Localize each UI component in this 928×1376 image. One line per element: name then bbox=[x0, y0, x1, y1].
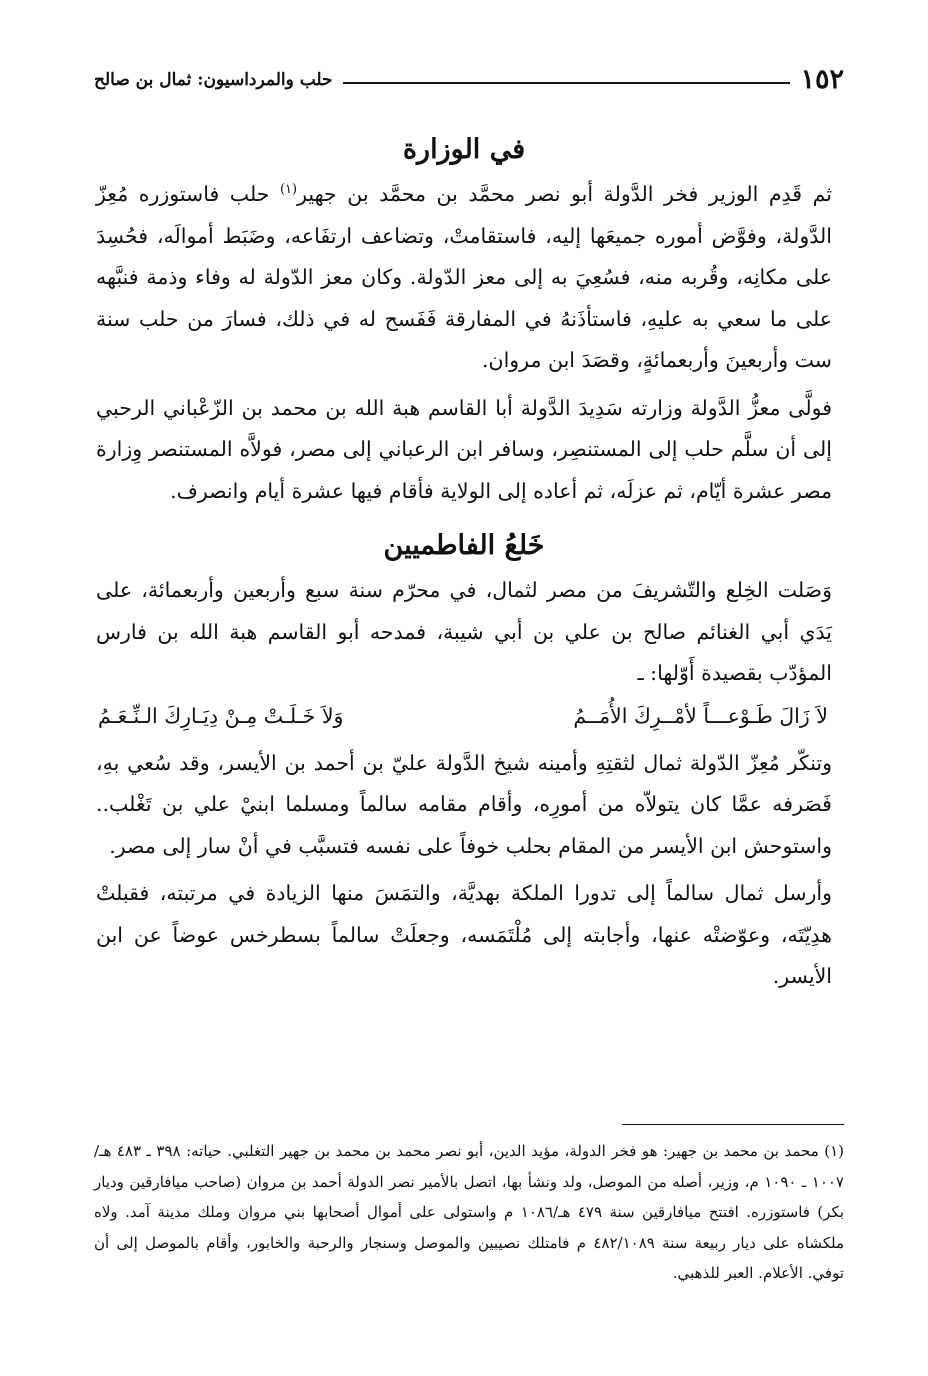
spacer bbox=[96, 512, 832, 522]
verse-second-hemistich: وَلاَ خَـلَـتْ مِـنْ دِيَـارِكَ الـنِّـعَـمُ bbox=[98, 703, 344, 728]
header-rule bbox=[343, 82, 791, 84]
paragraph bbox=[96, 174, 832, 382]
section-heading-ministry: في الوزارة bbox=[402, 134, 526, 165]
footnote-reference[interactable]: (١) bbox=[279, 182, 298, 198]
running-title: حلب والمرداسيون: ثمال بن صالح bbox=[94, 69, 333, 90]
paragraph: وأرسل ثمال سالماً إلى تدورا الملكة بهديَّة، والتمَسَ منها الزيادة في مرتبته، فقبلتْ هدِيّتَه، وعوّضتْه عنها، وأجابته إلى مُلْتَمَسه، وجعلَتْ سالماً بسطرخس عوضاً عن ابن الأيسر. bbox=[96, 881, 832, 988]
running-header bbox=[94, 64, 844, 95]
section-heading-fatimid-robes: خَلعُ الفاطميين bbox=[383, 530, 545, 561]
main-text bbox=[96, 126, 832, 998]
footnotes bbox=[94, 1136, 844, 1289]
paragraph: فولَّى معزُّ الدَّولة وزارته سَدِيدَ الدَّولة أبا القاسم هبة الله بن محمد بن الزّعْباني الرحبي إلى أن سلَّم حلب إلى المستنصِر، وسافر ابن الرعباني إلى مصر، فولاَّه المستنصر وِزارة مصر عشرة أيّام، ثم عزلَه، ثم أعاده إلى الولاية فأقام فيها عشرة أيام وانصرف. bbox=[96, 395, 832, 503]
footnote-separator bbox=[622, 1124, 844, 1125]
paragraph: وتنكّر مُعِزّ الدّولة ثمال لثقتِهِ وأمينه شيخ الدَّولة عليّ بن أحمد بن الأيسر، وقد سُعي بهِ، فَصَرفه عمَّا كان يتولاّه من أمورِه، وأقام مقامه سالماً ومسلما ابنيْ علي بن تَغْلب.. واستوحش ابن الأيسر من المقام بحلب خوفاً على نفسه فتسبَّب في أنْ سار إلى مصر. bbox=[96, 750, 832, 858]
footnote-item: (١) محمد بن محمد بن جهير: هو فخر الدولة، مؤيد الدين، أبو نصر محمد بن محمد بن جهير التغلبي. حياته: ٣٩٨ ـ ٤٨٣ هـ/١٠٠٧ ـ ١٠٩٠ م، وزير، أصله من الموصل، ولد ونشأ بها، اتصل بالأمير نصر الدولة أحمد بن مروان (صاحب ميافارقين وديار بكر) فاستوزره. افتتح ميافارقين سنة ٤٧٩ هـ/١٠٨٦ م واستولى على أموال أصحابها بني مروان وملك مدينة آمد. ولاه ملكشاه على ديار ربيعة سنة ٤٨٢/١٠٨٩ م فامتلك نصيبين والموصل وسنجار والرحبة والخابور، وأقام بالموصل إلى أن توفي. الأعلام. العبر للذهبي. bbox=[94, 1142, 844, 1282]
paragraph-text: حلب فاستوزره مُعِزّ الدَّولة، وفوَّض أموره جميعَها إليه، فاستقامتْ، وتضاعف ارتفَاعه، وضَبَط أموالَه، فحُسِدَ على مكانِه، وقُربه منه، فسُعِيَ به إلى معز الدّولة. وكان معز الدّولة له وفاء وذمة فنبَّهه على ما سعي به عليهِ، فاستأذَنهُ في المفارقة فَفَسح له في ذلك، فسارَ من حلب سنة ست وأربعينَ وأربعمائةٍ، وقصَدَ ابن مروان. bbox=[96, 182, 832, 372]
paragraph: وَصَلت الخِلع والتّشريفَ من مصر لثمال، في محرّم سنة سبع وأربعين وأربعمائة، على يَدَي أبي الغنائم صالح بن علي بن أبي شيبة، فمدحه أبو القاسم هبة الله بن فارس المؤدّب بقصيدة أَوّلها: ـ bbox=[96, 578, 832, 685]
page-number: ١٥٢ bbox=[800, 64, 844, 95]
poem-verse bbox=[96, 695, 832, 737]
verse-first-hemistich: لاَ زَالَ طَـوْعـــاً لأمْــرِكَ الأُمَــمُ bbox=[573, 703, 828, 728]
paragraph-text: ثم قَدِم الوزير فخر الدَّولة أبو نصر محمَّد بن محمَّد بن جهير bbox=[297, 182, 833, 206]
